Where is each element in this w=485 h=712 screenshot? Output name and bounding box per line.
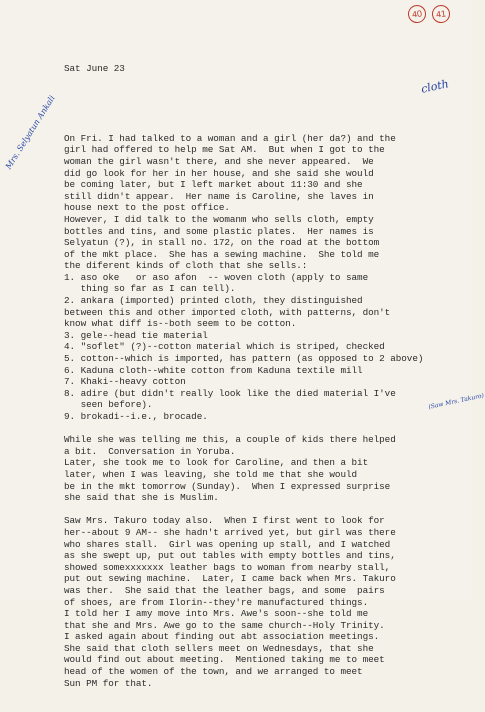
- note-line: Selyatun (?), in stall no. 172, on the road at the bottom: [64, 237, 380, 249]
- note-line: head of the women of the town, and we arranged to meet: [64, 666, 363, 678]
- note-line: was ther. She said that the leather bags, and some pairs: [64, 584, 385, 596]
- note-line: 5. cotton--which is imported, has pattern (as opposed to 2 above): [64, 353, 424, 365]
- note-line: bottles and tins, and some plastic plates. Her names is: [64, 225, 374, 237]
- note-line: However, I did talk to the womanm who sells cloth, empty: [64, 213, 374, 225]
- note-line: as she swept up, put out tables with empty bottles and tins,: [64, 550, 396, 562]
- note-line: would find out about meeting. Mentioned taking me to meet: [64, 654, 385, 666]
- blank-line: [64, 98, 464, 110]
- note-line: seen before).: [64, 399, 153, 411]
- page-number-circle: [431, 4, 451, 24]
- note-line: Sun PM for that.: [64, 677, 153, 689]
- note-line: I asked again about finding out abt association meetings.: [64, 631, 380, 643]
- note-line: While she was telling me this, a couple of kids there helped: [64, 434, 396, 446]
- page-number: 40: [411, 8, 423, 20]
- note-line: Saw Mrs. Takuro today also. When I first went to look for: [64, 515, 385, 527]
- note-line: 2. ankara (imported) printed cloth, they distinguished: [64, 295, 363, 307]
- note-line: On Fri. I had talked to a woman and a girl (her da?) and the: [64, 132, 396, 144]
- note-line: house next to the post office.: [64, 202, 230, 214]
- page-number: 41: [435, 8, 447, 20]
- handwritten-margin-note: cloth: [419, 77, 450, 96]
- note-line: 4. "soflet" (?)--cotton material which is striped, checked: [64, 341, 385, 353]
- note-line: a bit. Conversation in Yoruba.: [64, 445, 236, 457]
- handwritten-margin-note: Mrs. Selyatun Ankali: [4, 93, 57, 171]
- note-line: her--about 9 AM-- she hadn't arrived yet, but girl was there: [64, 526, 396, 538]
- note-line: [64, 423, 464, 435]
- note-line: 1. aso oke or aso afon -- woven cloth (apply to same: [64, 271, 369, 283]
- note-line: be in the mkt tomorrow (Sunday). When I expressed surprise: [64, 480, 391, 492]
- note-line: know what diff is--both seem to be cotton.: [64, 318, 297, 330]
- note-line: still didn't appear. Her name is Caroline, she laves in: [64, 190, 374, 202]
- note-line: who shares stall. Girl was opening up stall, and I watched: [64, 538, 391, 550]
- handwritten-margin-note: (Saw Mrs. Takuro): [427, 392, 485, 411]
- note-line: between this and other imported cloth, with patterns, don't: [64, 306, 391, 318]
- note-line: woman the girl wasn't there, and she never appeared. We: [64, 155, 374, 167]
- note-line: Later, she took me to look for Caroline, and then a bit: [64, 457, 369, 469]
- note-line: 8. adire (but didn't really look like the died material I've: [64, 387, 396, 399]
- note-line: put out sewing machine. Later, I came back when Mrs. Takuro: [64, 573, 396, 585]
- note-line: did go look for her in her house, and she said she would: [64, 167, 374, 179]
- note-line: She said that cloth sellers meet on Wednesdays, that she: [64, 642, 374, 654]
- note-line: later, when I was leaving, she told me that she would: [64, 468, 358, 480]
- note-lines: [64, 133, 464, 690]
- note-line: 7. Khaki--heavy cotton: [64, 376, 186, 388]
- note-line: showed somexxxxxxx leather bags to woman from nearby stall,: [64, 561, 391, 573]
- note-line: of shoes, are from Ilorin--they're manufactured things.: [64, 596, 369, 608]
- note-line: that she and Mrs. Awe go to the same church--Holy Trinity.: [64, 619, 385, 631]
- date-line: Sat June 23: [64, 63, 125, 75]
- note-line: [64, 504, 464, 516]
- page-number-circle: [407, 4, 427, 24]
- note-line: the diferent kinds of cloth that she sells.:: [64, 260, 308, 272]
- note-line: be coming later, but I left market about 11:30 and she: [64, 179, 363, 191]
- note-line: 9. brokadi--i.e., brocade.: [64, 411, 208, 422]
- note-line: 3. gele--head tie material: [64, 329, 208, 341]
- note-line: I told her I amy move into Mrs. Awe's soon--she told me: [64, 608, 369, 620]
- note-line: she said that she is Muslim.: [64, 492, 219, 504]
- note-line: of the mkt place. She has a sewing machine. She told me: [64, 248, 380, 260]
- field-note-body: [64, 40, 464, 712]
- note-line: thing so far as I can tell).: [64, 283, 236, 295]
- note-line: 6. Kaduna cloth--white cotton from Kaduna textile mill: [64, 364, 363, 376]
- note-line: girl had offered to help me Sat AM. But when I got to the: [64, 144, 385, 156]
